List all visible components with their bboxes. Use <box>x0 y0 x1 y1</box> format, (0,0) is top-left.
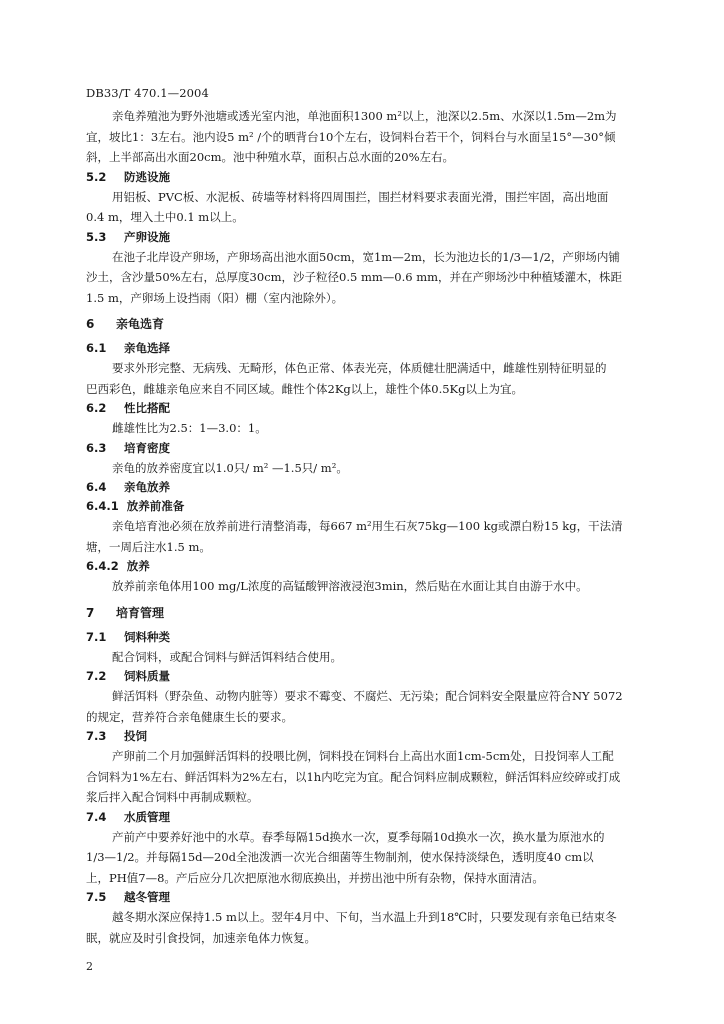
subsection-heading <box>86 228 658 247</box>
heading-number: 5.3 <box>86 229 107 244</box>
paragraph-line: 用铝板、PVC板、水泥板、砖墙等材料将四周围拦，围拦材料要求表面光滑，围拦牢固，高出地面 <box>112 189 609 204</box>
heading-title: 产卵设施 <box>124 229 170 244</box>
paragraph-line: 放养前亲龟体用100 mg/L浓度的高锰酸钾溶液浸泡3min，然后贴在水面让其自由游于水中。 <box>112 579 588 593</box>
paragraph-line: 越冬期水深应保持1.5 m以上。翌年4月中、下旬，当水温上升到18℃时，只要发现有亲龟已结束冬 <box>112 910 617 924</box>
subsection-heading <box>86 557 658 576</box>
paragraph-line: 塘，一周后注水1.5 m。 <box>86 539 211 554</box>
subsection-heading <box>86 439 658 458</box>
heading-title: 亲龟选择 <box>124 341 170 355</box>
heading-title: 亲龟选育 <box>116 317 165 331</box>
paragraph-line: 亲龟培育池必须在放养前进行清整消毒，每667 m²用生石灰75kg—100 kg或漂白粉15 kg，干法清 <box>112 519 623 533</box>
heading-title: 饲料质量 <box>124 669 170 683</box>
paragraph-line: 配合饲料，或配合饲料与鲜活饵料结合使用。 <box>112 649 342 664</box>
heading-number: 6.4 <box>86 480 107 494</box>
paragraph-line: 合饲料为1%左右、鲜活饵料为2%左右，以1h内吃完为宜。配合饲料应制成颗粒，鲜活饵料应绞碎或打成 <box>86 769 621 784</box>
heading-number: 7.3 <box>86 729 107 743</box>
subsection-heading <box>86 888 658 907</box>
paragraph-line: 鲜活饵料（野杂鱼、动物内脏等）要求不霉变、不腐烂、无污染；配合饲料安全限量应符合NY 5072 <box>112 689 623 703</box>
paragraph-line: 眠，就应及时引食投饲，加速亲龟体力恢复。 <box>86 930 316 945</box>
paragraph-line: 要求外形完整、无病残、无畸形，体色正常、体表光亮，体质健壮肥满适中，雌雄性别特征明显的 <box>112 361 607 375</box>
paragraph-line: 斜，上半部高出水面20cm。池中种殖水草，面积占总水面的20%左右。 <box>86 150 455 164</box>
paragraph-line: 浆后拌入配合饲料中再制成颗粒。 <box>86 790 259 804</box>
heading-number: 6.2 <box>86 401 107 415</box>
subsection-heading <box>86 727 658 746</box>
paragraph-line: 宜，坡比1：3左右。池内设5 m² /个的晒背台10个左右，设饲料台若干个，饲料台与水面呈15°—30°倾 <box>86 129 616 144</box>
document-body <box>86 106 658 948</box>
paragraph-line: 沙土，含沙量50%左右，总厚度30cm，沙子粒径0.5 mm—0.6 mm，并在产卵场沙中种植矮灌木，株距 <box>86 270 623 284</box>
standard-code-header: DB33/T 470.1—2004 <box>86 86 209 100</box>
paragraph-line: 1.5 m，产卵场上设挡雨（阳）棚（室内池除外）。 <box>86 290 344 305</box>
paragraph-line: 的规定，营养符合亲龟健康生长的要求。 <box>86 709 293 724</box>
paragraph-line: 在池子北岸设产卵场，产卵场高出池水面50cm，宽1m—2m，长为池边长的1/3—1/2，产卵场内铺 <box>112 249 620 264</box>
section-heading <box>86 601 658 625</box>
subsection-heading <box>86 667 658 686</box>
heading-title: 饲料种类 <box>124 629 170 644</box>
section-heading <box>86 312 658 336</box>
heading-title: 放养 <box>126 559 150 573</box>
heading-number: 5.2 <box>86 169 107 184</box>
page-number: 2 <box>86 960 93 973</box>
heading-title: 性比搭配 <box>124 401 170 415</box>
heading-number: 6.4.2 <box>86 559 119 573</box>
heading-number: 7.1 <box>86 629 107 644</box>
heading-number: 7.2 <box>86 669 107 683</box>
paragraph-line: 雌雄性比为2.5：1—3.0：1。 <box>112 421 267 435</box>
paragraph-line: 产卵前二个月加强鲜活饵料的投喂比例，饲料投在饲料台上高出水面1cm-5cm处，日投饲率人工配 <box>112 749 614 763</box>
subsection-heading <box>86 339 658 358</box>
heading-number: 7.4 <box>86 809 107 824</box>
heading-number: 6 <box>86 317 95 331</box>
heading-title: 投饲 <box>124 729 147 743</box>
subsection-heading <box>86 628 658 647</box>
heading-title: 放养前准备 <box>126 499 185 513</box>
heading-number: 6.4.1 <box>86 499 119 513</box>
heading-title: 越冬管理 <box>124 890 170 904</box>
heading-title: 亲龟放养 <box>124 480 170 494</box>
subsection-heading <box>86 497 658 516</box>
heading-number: 6.1 <box>86 341 107 355</box>
paragraph-line: 巴西彩色，雌雄亲龟应来自不同区域。雌性个体2Kg以上，雄性个体0.5Kg以上为宜。 <box>86 381 524 396</box>
paragraph-line: 1/3—1/2。并每隔15d—20d全池泼洒一次光合细菌等生物制剂，使水保持淡绿色，透明度40 cm以 <box>86 850 594 864</box>
subsection-heading <box>86 168 658 187</box>
heading-title: 培育管理 <box>116 605 165 620</box>
heading-number: 7 <box>86 605 95 620</box>
heading-title: 培育密度 <box>124 440 170 455</box>
subsection-heading <box>86 399 658 418</box>
heading-number: 6.3 <box>86 440 107 455</box>
subsection-heading <box>86 478 658 497</box>
paragraph-line: 亲龟的放养密度宜以1.0只/ m² —1.5只/ m²。 <box>112 460 348 475</box>
paragraph-line: 亲龟养殖池为野外池塘或透光室内池，单池面积1300 m²以上，池深以2.5m、水深以1.5m—2m为 <box>112 109 617 123</box>
subsection-heading <box>86 808 658 827</box>
paragraph-line: 0.4 m，埋入土中0.1 m以上。 <box>86 210 244 224</box>
paragraph-line: 上，PH值7—8。产后应分几次把原池水彻底换出，并捞出池中所有杂物，保持水面清洁。 <box>86 870 544 885</box>
heading-number: 7.5 <box>86 890 107 904</box>
paragraph-line: 产前产中要养好池中的水草。春季每隔15d换水一次，夏季每隔10d换水一次，换水量为原池水的 <box>112 829 605 844</box>
heading-title: 水质管理 <box>124 809 170 824</box>
heading-title: 防逃设施 <box>124 169 170 184</box>
